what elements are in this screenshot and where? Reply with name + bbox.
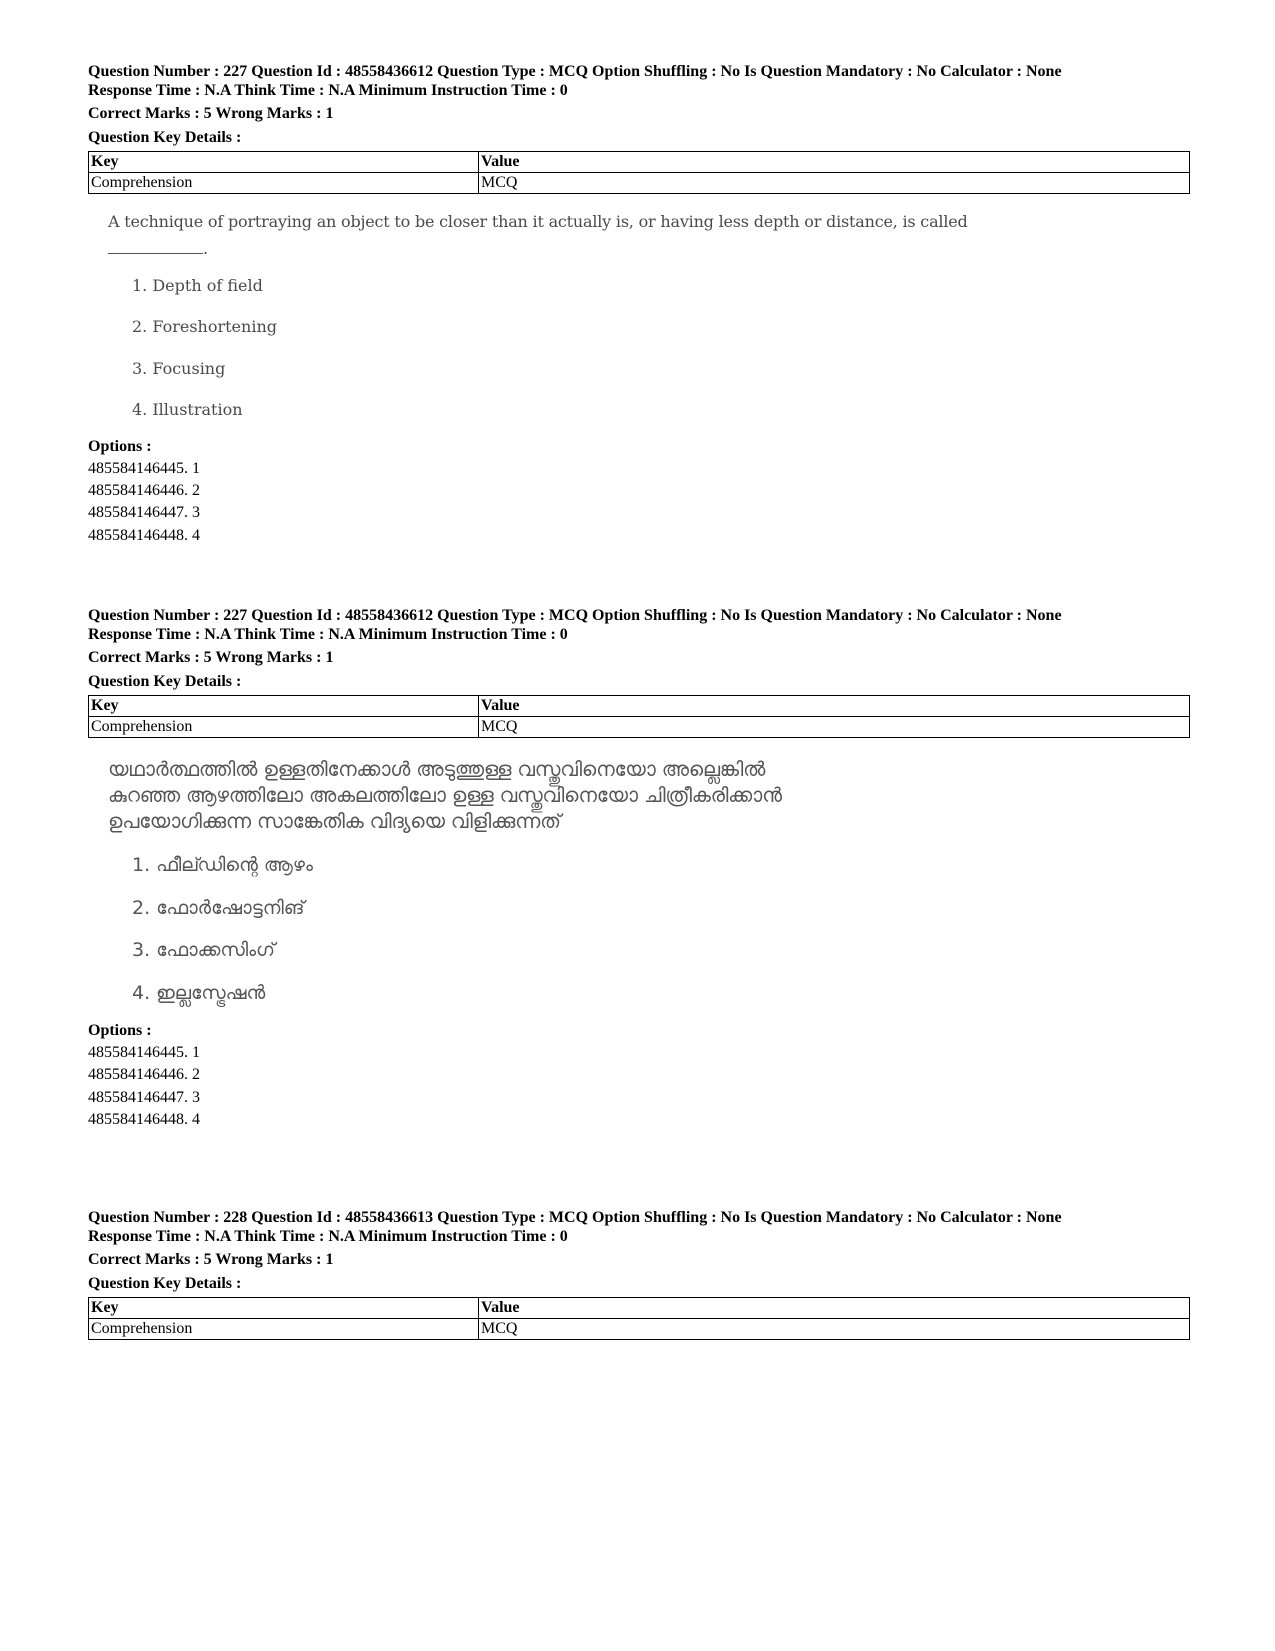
key-cell: Comprehension	[89, 172, 479, 193]
choice-1: 1. Depth of field	[132, 276, 263, 296]
choice-4: 4. ഇല്ലസ്ട്രേഷൻ	[132, 982, 266, 1005]
marks-line: Correct Marks : 5 Wrong Marks : 1	[88, 1251, 334, 1269]
key-details-label: Question Key Details :	[88, 672, 242, 690]
option-id-2: 485584146446. 2	[88, 482, 200, 500]
key-cell: Comprehension	[89, 716, 479, 737]
choice-3: 3. ഫോക്കസിംഗ്	[132, 939, 276, 962]
key-details-table	[88, 151, 1190, 194]
answer-blank	[108, 233, 1190, 258]
question-content	[108, 212, 1190, 419]
question-stem-line-2: കുറഞ്ഞ ആഴത്തിലോ അകലത്തിലോ ഉള്ള വസ്തുവിനെയോ ചിത്രീകരിക്കാൻ	[108, 782, 782, 807]
key-header: Key	[89, 695, 479, 716]
option-id-3: 485584146447. 3	[88, 504, 200, 522]
options-label: Options :	[88, 437, 152, 455]
choice-2: 2. Foreshortening	[132, 317, 277, 337]
question-meta-line-2: Response Time : N.A Think Time : N.A Minimum Instruction Time : 0	[88, 1228, 568, 1246]
question-meta-line-1: Question Number : 228 Question Id : 48558436613 Question Type : MCQ Option Shuffling : No Is Question Mandatory : No Calculator : None	[88, 1209, 1062, 1226]
option-id-2: 485584146446. 2	[88, 1066, 200, 1084]
option-id-4: 485584146448. 4	[88, 1110, 200, 1128]
choice-1: 1. ഫീല്ഡിന്റെ ആഴം	[132, 853, 313, 876]
option-id-3: 485584146447. 3	[88, 1088, 200, 1106]
question-meta	[88, 606, 1190, 644]
value-header: Value	[479, 151, 1190, 172]
option-id-4: 485584146448. 4	[88, 526, 200, 544]
question-block-227-malayalam	[88, 606, 1190, 1129]
choice-4: 4. Illustration	[132, 399, 243, 419]
value-header: Value	[479, 1297, 1190, 1318]
key-details-label: Question Key Details :	[88, 1274, 242, 1292]
question-meta	[88, 1208, 1190, 1246]
question-block-228	[88, 1208, 1190, 1340]
question-stem-line-3: ഉപയോഗിക്കുന്ന സാങ്കേതിക വിദ്യയെ വിളിക്കുന്നത്	[108, 808, 561, 833]
question-stem-line-1: യഥാർത്ഥത്തിൽ ഉള്ളതിനേക്കാൾ അടുത്തുള്ള വസ്തുവിനെയോ അല്ലെങ്കിൽ	[108, 756, 766, 781]
question-meta-line-2: Response Time : N.A Think Time : N.A Minimum Instruction Time : 0	[88, 626, 568, 644]
key-header: Key	[89, 151, 479, 172]
key-details-label: Question Key Details :	[88, 128, 242, 146]
table-header-row	[89, 1297, 1190, 1318]
value-cell: MCQ	[479, 716, 1190, 737]
question-meta	[88, 62, 1190, 100]
choice-3: 3. Focusing	[132, 358, 226, 378]
table-header-row	[89, 695, 1190, 716]
option-id-1: 485584146445. 1	[88, 1044, 200, 1062]
key-details-table	[88, 695, 1190, 738]
question-stem: A technique of portraying an object to be closer than it actually is, or having less depth or distance, is called	[108, 211, 968, 231]
key-header: Key	[89, 1297, 479, 1318]
marks-line: Correct Marks : 5 Wrong Marks : 1	[88, 649, 334, 667]
blank-suffix: .	[203, 238, 209, 258]
key-cell: Comprehension	[89, 1318, 479, 1339]
question-meta-line-1: Question Number : 227 Question Id : 48558436612 Question Type : MCQ Option Shuffling : No Is Question Mandatory : No Calculator : None	[88, 607, 1062, 624]
table-row	[89, 716, 1190, 737]
value-cell: MCQ	[479, 1318, 1190, 1339]
value-header: Value	[479, 695, 1190, 716]
question-content	[108, 756, 1190, 1005]
option-id-1: 485584146445. 1	[88, 460, 200, 478]
value-cell: MCQ	[479, 172, 1190, 193]
key-details-table	[88, 1297, 1190, 1340]
choice-2: 2. ഫോർഷോട്ടനിങ്	[132, 896, 305, 919]
table-row	[89, 1318, 1190, 1339]
marks-line: Correct Marks : 5 Wrong Marks : 1	[88, 105, 334, 123]
question-block-227-english	[88, 62, 1190, 545]
table-row	[89, 172, 1190, 193]
question-meta-line-2: Response Time : N.A Think Time : N.A Minimum Instruction Time : 0	[88, 82, 568, 100]
table-header-row	[89, 151, 1190, 172]
question-meta-line-1: Question Number : 227 Question Id : 48558436612 Question Type : MCQ Option Shuffling : No Is Question Mandatory : No Calculator : None	[88, 63, 1062, 80]
options-label: Options :	[88, 1021, 152, 1039]
